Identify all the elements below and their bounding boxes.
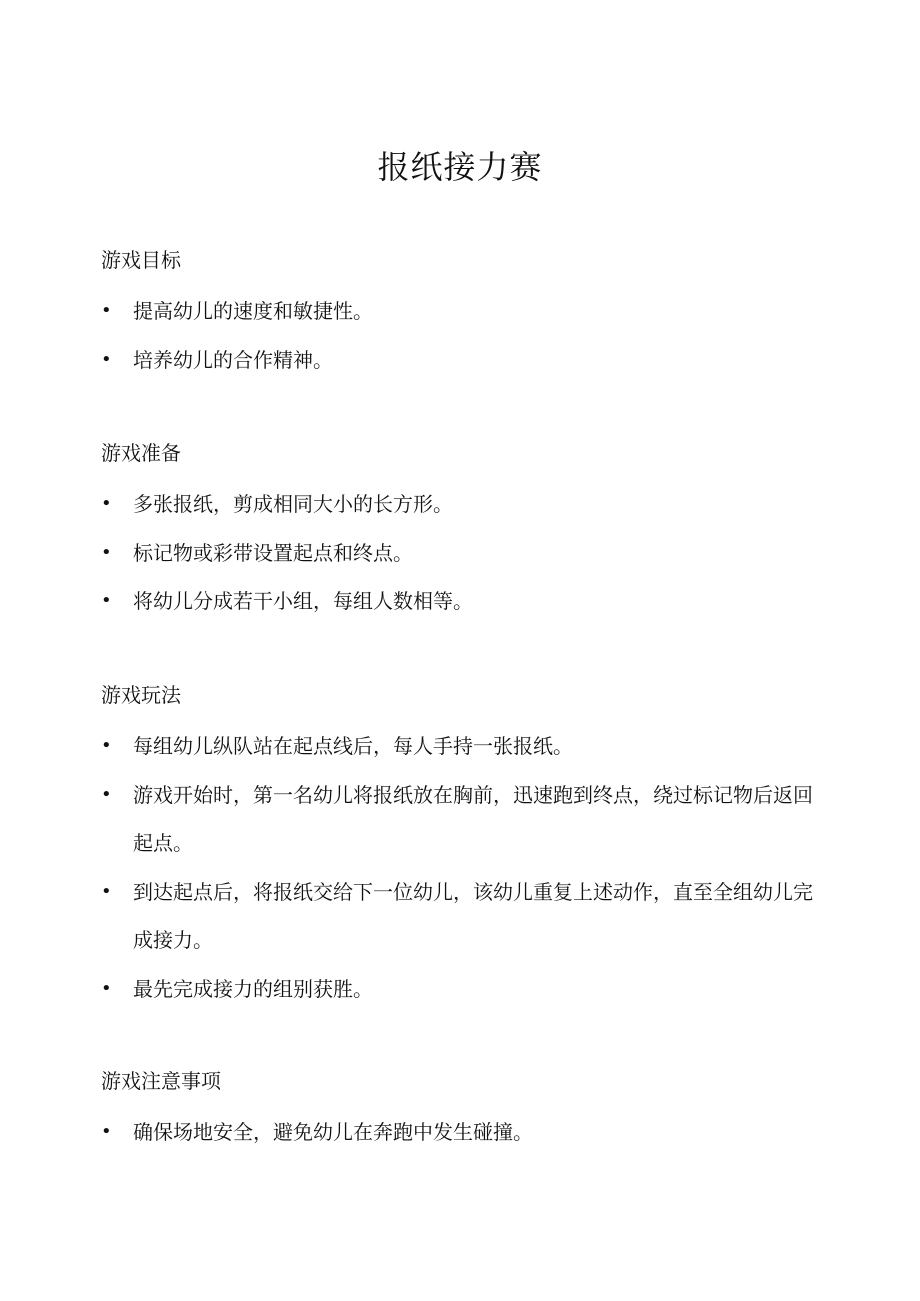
bullet-icon: • bbox=[101, 493, 112, 514]
section-heading: 游戏注意事项 bbox=[101, 1069, 221, 1093]
list-item bbox=[101, 287, 821, 336]
list-item-text: 到达起点后，将报纸交给下一位幼儿，该幼儿重复上述动作，直至全组幼儿完成接力。 bbox=[133, 879, 813, 952]
bullet-icon: • bbox=[101, 300, 112, 321]
list-item bbox=[101, 577, 821, 626]
bullet-icon: • bbox=[101, 1121, 112, 1142]
list-item bbox=[101, 480, 821, 529]
bullet-icon: • bbox=[101, 880, 112, 902]
bullet-list bbox=[101, 287, 821, 384]
section-heading: 游戏目标 bbox=[101, 248, 181, 272]
list-item bbox=[101, 1108, 821, 1157]
bullet-icon: • bbox=[101, 977, 112, 999]
bullet-icon: • bbox=[101, 541, 112, 563]
bullet-icon: • bbox=[101, 783, 112, 805]
list-item-text: 每组幼儿纵队站在起点线后，每人手持一张报纸。 bbox=[133, 734, 573, 758]
list-item-text: 将幼儿分成若干小组，每组人数相等。 bbox=[133, 589, 473, 613]
section-heading: 游戏准备 bbox=[101, 441, 181, 465]
section-gameplay bbox=[101, 681, 821, 1013]
list-item-text: 多张报纸，剪成相同大小的长方形。 bbox=[133, 492, 453, 516]
section-preparation bbox=[101, 439, 821, 626]
bullet-list bbox=[101, 1108, 821, 1157]
list-item bbox=[101, 336, 821, 385]
list-item bbox=[101, 722, 821, 771]
section-heading: 游戏玩法 bbox=[101, 683, 181, 707]
bullet-icon: • bbox=[101, 590, 112, 611]
bullet-list bbox=[101, 480, 821, 626]
page-title: 报纸接力赛 bbox=[377, 148, 543, 186]
list-item-text: 游戏开始时，第一名幼儿将报纸放在胸前，迅速跑到终点，绕过标记物后返回起点。 bbox=[133, 782, 813, 855]
list-item-text: 最先完成接力的组别获胜。 bbox=[133, 976, 373, 1001]
section-goals bbox=[101, 246, 821, 384]
list-item bbox=[101, 529, 821, 578]
list-item bbox=[101, 965, 821, 1014]
section-notes bbox=[101, 1067, 821, 1157]
list-item bbox=[101, 771, 821, 868]
list-item bbox=[101, 868, 821, 965]
list-item-text: 提高幼儿的速度和敏捷性。 bbox=[133, 299, 373, 323]
bullet-icon: • bbox=[101, 348, 112, 370]
list-item-text: 标记物或彩带设置起点和终点。 bbox=[133, 540, 413, 565]
bullet-list bbox=[101, 722, 821, 1013]
list-item-text: 确保场地安全，避免幼儿在奔跑中发生碰撞。 bbox=[133, 1120, 533, 1144]
bullet-icon: • bbox=[101, 735, 112, 756]
list-item-text: 培养幼儿的合作精神。 bbox=[133, 347, 333, 372]
